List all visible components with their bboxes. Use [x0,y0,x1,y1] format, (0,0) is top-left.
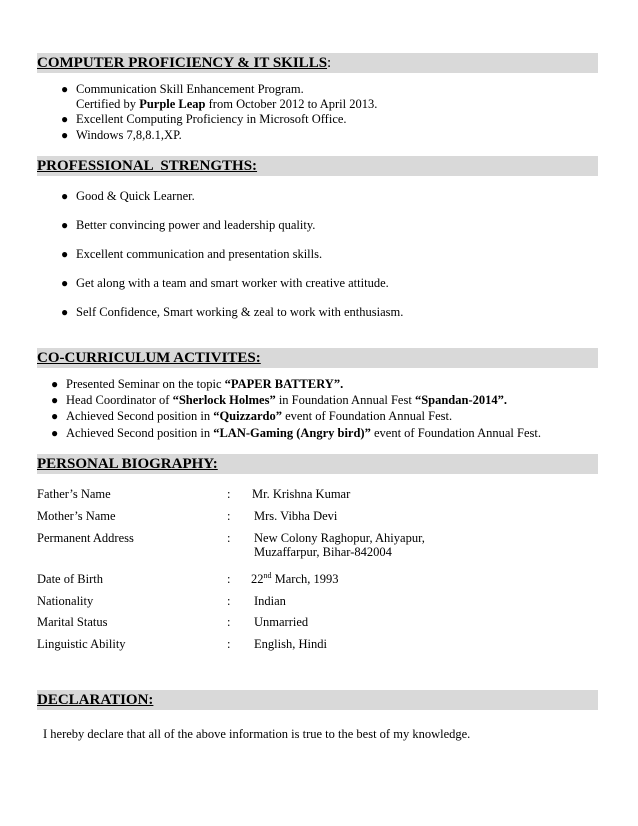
bio-colon: : [227,531,231,545]
bio-value: Indian [254,594,286,608]
list-item [61,305,404,320]
item-text: Self Confidence, Smart working & zeal to work with enthusiasm. [76,305,404,319]
bio-value [251,572,339,587]
item-text: Achieved Second position in [66,426,214,440]
bullet-icon: ● [51,393,59,407]
section-heading-strengths [37,156,598,176]
bullet-icon: ● [61,128,69,142]
bio-label: Mother’s Name [37,509,116,523]
section-heading-cocurricular [37,348,598,368]
bio-value: Unmarried [254,615,309,629]
list-item [61,128,182,143]
list-item-continuation [76,97,377,112]
bullet-icon: ● [51,409,59,423]
heading-text: DECLARATION: [37,692,154,708]
item-text: Presented Seminar on the topic [66,377,225,391]
bullet-icon: ● [61,305,69,319]
item-text: event of Foundation Annual Fest. [281,409,453,423]
bio-label: Nationality [37,594,94,608]
list-item [61,276,389,291]
bio-value: Muzaffarpur, Bihar-842004 [254,545,392,559]
item-text: Windows 7,8,8.1,XP. [76,128,182,142]
bullet-icon: ● [61,112,69,126]
item-text: Excellent Computing Proficiency in Microsoft Office. [76,112,347,126]
list-item [61,218,316,233]
bullet-icon: ● [51,426,59,440]
heading-text: CO-CURRICULUM ACTIVITES: [37,350,261,366]
bio-colon: : [227,487,231,501]
bullet-icon: ● [61,276,69,290]
heading-text: PROFESSIONAL STRENGTHS: [37,158,258,174]
list-item [61,189,195,204]
list-item [61,82,304,97]
item-text: Certified by [76,97,140,111]
bio-colon: : [227,615,231,629]
list-item [51,426,541,441]
item-text: in Foundation Annual Fest [275,393,415,407]
item-bold-text: “LAN-Gaming (Angry bird)” [213,426,371,440]
bio-value: English, Hindi [254,637,327,651]
bio-colon: : [227,637,231,651]
bio-label: Father’s Name [37,487,111,501]
section-heading-biography [37,454,598,474]
list-item [61,247,323,262]
item-text: Excellent communication and presentation skills. [76,247,323,261]
bio-label: Linguistic Ability [37,637,126,651]
dob-day: 22 [251,572,264,586]
bio-value: New Colony Raghopur, Ahiyapur, [254,531,425,545]
item-bold-text: “Spandan-2014”. [414,393,508,407]
heading-text: PERSONAL BIOGRAPHY: [37,456,218,472]
bio-colon: : [227,594,231,608]
bullet-icon: ● [61,247,69,261]
bullet-icon: ● [61,189,69,203]
item-text: Better convincing power and leadership quality. [76,218,316,232]
item-text: Good & Quick Learner. [76,189,195,203]
dob-rest: March, 1993 [271,572,339,586]
list-item [51,377,344,392]
section-heading-computer [37,53,598,73]
section-heading-declaration [37,690,598,710]
bio-label: Marital Status [37,615,108,629]
bio-colon: : [227,509,231,523]
heading-colon: : [327,55,332,71]
item-bold-text: “Quizzardo” [213,409,282,423]
bio-label: Permanent Address [37,531,134,545]
bio-colon: : [227,572,231,586]
bullet-icon: ● [61,218,69,232]
item-text: Achieved Second position in [66,409,214,423]
bullet-icon: ● [51,377,59,391]
declaration-text: I hereby declare that all of the above information is true to the best of my knowledge. [43,727,471,741]
bio-value: Mr. Krishna Kumar [252,487,351,501]
heading-text: COMPUTER PROFICIENCY & IT SKILLS [37,55,328,71]
bullet-icon: ● [61,82,69,96]
list-item [61,112,347,127]
item-bold-text: Purple Leap [139,97,206,111]
item-text: Head Coordinator of [66,393,173,407]
item-bold-text: “PAPER BATTERY”. [224,377,344,391]
bio-value: Mrs. Vibha Devi [254,509,338,523]
bio-label: Date of Birth [37,572,103,586]
dob-suffix: nd [263,571,272,580]
list-item [51,409,453,424]
item-bold-text: “Sherlock Holmes” [172,393,276,407]
item-text: Get along with a team and smart worker with creative attitude. [76,276,389,290]
item-text: event of Foundation Annual Fest. [370,426,541,440]
item-text: from October 2012 to April 2013. [205,97,378,111]
item-text: Communication Skill Enhancement Program. [76,82,304,96]
list-item [51,393,508,408]
